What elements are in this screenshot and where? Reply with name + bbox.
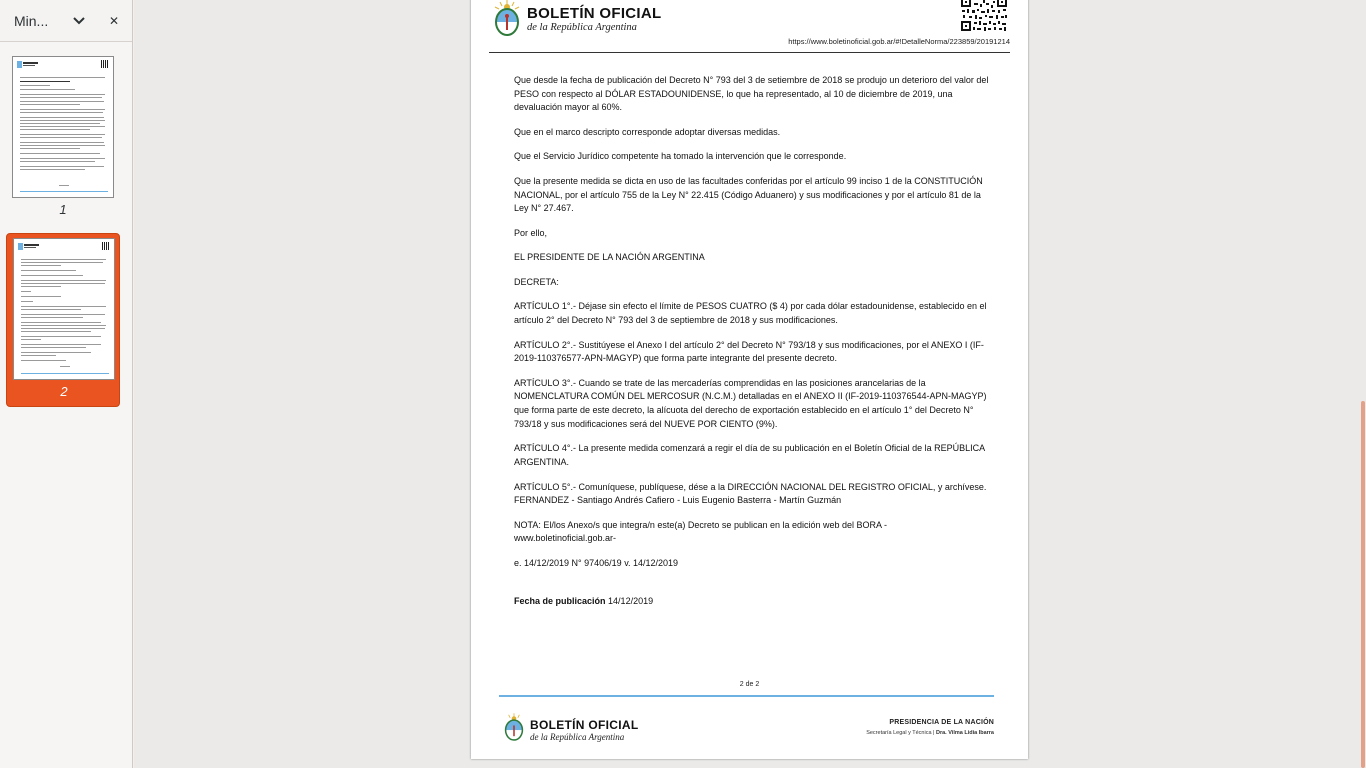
paragraph: DECRETA: — [514, 276, 559, 287]
thumbnail-logo-icon — [17, 61, 39, 68]
footer-logo-subtitle: de la República Argentina — [530, 732, 625, 742]
logo-subtitle: de la República Argentina — [527, 22, 637, 33]
document-url: https://www.boletinoficial.gob.ar/#!DetalleNorma/223859/20191214 — [788, 37, 1010, 46]
document-body — [514, 74, 989, 619]
header-logo — [490, 0, 662, 38]
thumbnail-logo-icon — [18, 243, 40, 250]
sidebar-title[interactable]: Min... — [14, 12, 49, 29]
logo-title: BOLETÍN OFICIAL — [527, 5, 662, 22]
page-thumbnail-2[interactable] — [6, 233, 120, 407]
footer-logo — [501, 708, 639, 746]
page-thumbnail-1[interactable] — [6, 52, 120, 226]
publication-date: 14/12/2019 — [608, 595, 654, 606]
qr-code-icon — [960, 0, 1008, 32]
page-number: 2 de 2 — [739, 681, 760, 688]
thumbnail-qr-icon — [101, 60, 109, 68]
sidebar-header — [0, 0, 132, 42]
footer-divider — [499, 695, 994, 697]
document-view[interactable] — [134, 0, 1366, 768]
header-divider — [489, 52, 1010, 53]
footer-attribution — [866, 719, 994, 736]
document-page — [471, 0, 1028, 759]
argentina-seal-icon — [501, 708, 527, 746]
vertical-scrollbar[interactable] — [1361, 401, 1365, 768]
footer-logo-title: BOLETÍN OFICIAL — [530, 718, 639, 732]
thumbnail-page-number: 2 — [60, 384, 68, 399]
paragraph: Que la presente medida se dicta en uso de las facultades conferidas por el artículo 99 inciso 1 de la CONSTITUCIÓN NACIONAL, por el artículo 755 de la Ley N° 22.415 (Código Aduanero) y sus modificaciones y por el artículo 81 de la Ley N° 27.467. — [514, 175, 983, 214]
footer-presidency: PRESIDENCIA DE LA NACIÓN — [889, 719, 994, 726]
argentina-seal-icon — [490, 0, 524, 38]
close-icon[interactable]: ✕ — [108, 13, 120, 28]
paragraph: EL PRESIDENTE DE LA NACIÓN ARGENTINA — [514, 252, 705, 263]
paragraph: Que el Servicio Jurídico competente ha tomado la intervención que le corresponde. — [514, 151, 847, 162]
footer-secretariat: Secretaría Legal y Técnica | Dra. Vilma Lidia Ibarra — [866, 730, 994, 736]
paragraph: Por ello, — [514, 227, 548, 238]
publication-date-line — [514, 595, 989, 609]
article-5: ARTÍCULO 5°.- Comuníquese, publíquese, dése a la DIRECCIÓN NACIONAL DEL REGISTRO OFICIAL, y archívese. FERNANDEZ - Santiago Andrés Cafiero - Luis Eugenio Basterra - Martín Guzmán — [514, 481, 987, 506]
thumbnail-page-image — [13, 238, 115, 380]
article-3: ARTÍCULO 3°.- Cuando se trate de las mercaderías comprendidas en las posiciones arancelarias de la NOMENCLATURA COMÚN DEL MERCOSUR (N.C.M.) detalladas en el ANEXO II (IF-2019-110376544-APN-MAGYP) que forma parte de este decreto, la alícuota del derecho de exportación establecido en el artículo 1° del Decreto N° 793/18 y sus modificaciones será del NUEVE POR CIENTO (9%). — [514, 377, 987, 429]
paragraph: Que desde la fecha de publicación del Decreto N° 793 del 3 de setiembre de 2018 se produjo un deterioro del valor del PESO con respecto al DÓLAR ESTADOUNIDENSE, lo que ha representado, al 10 de diciembre de 2019, una devaluación mayor al 60%. — [514, 75, 989, 113]
note-paragraph: NOTA: El/los Anexo/s que integra/n este(a) Decreto se publican en la edición web del BORA -www.boletinoficial.gob.ar- — [514, 519, 888, 544]
thumbnail-sidebar — [0, 0, 133, 768]
article-2: ARTÍCULO 2°.- Sustitúyese el Anexo I del artículo 2° del Decreto N° 793/18 y sus modificaciones, por el ANEXO I (IF-2019-110376577-APN-MAGYP) que forma parte integrante del presente decreto. — [514, 339, 984, 364]
thumbnail-page-number: 1 — [59, 202, 67, 217]
edition-reference: e. 14/12/2019 N° 97406/19 v. 14/12/2019 — [514, 557, 679, 568]
article-1: ARTÍCULO 1°.- Déjase sin efecto el límite de PESOS CUATRO ($ 4) por cada dólar estadounidense, establecido en el artículo 2° del Decreto N° 793 del 3 de septiembre de 2018 y sus modificaciones. — [514, 301, 987, 326]
chevron-down-icon[interactable] — [67, 9, 91, 33]
article-4: ARTÍCULO 4°.- La presente medida comenzará a regir el día de su publicación en el Boletín Oficial de la REPÚBLICA ARGENTINA. — [514, 443, 985, 468]
thumbnail-qr-icon — [102, 242, 110, 250]
publication-label: Fecha de publicación — [514, 595, 606, 606]
thumbnail-page-image — [12, 56, 114, 198]
paragraph: Que en el marco descripto corresponde adoptar diversas medidas. — [514, 126, 781, 137]
